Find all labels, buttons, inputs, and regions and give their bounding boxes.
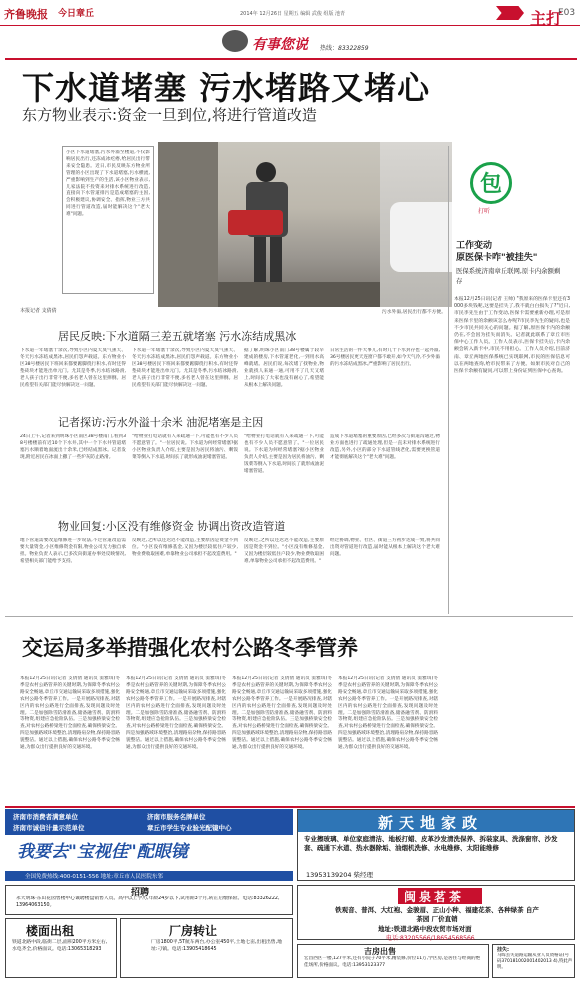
rent-text: 铁道北路中段,临街二层,面积200平方米左右,水电齐全,价格面议。电话:13065318293 — [12, 940, 108, 952]
sidebar-title-1: 工作变动 — [456, 241, 493, 251]
body-text: 下水道一年堵塞十余次,导致小区内夏天臭气熏天、冬天污水冻结成黑冰,居民们怨声载道。东方物业小区38号楼居民下班回来都要踮脚绕行积水,有时还得垫砖块才能进出单元门。尤其是冬季,污水结冰路滑,老人孩子出行非常不便,多名老人曾在这里摔倒。居民希望有关部门能尽快解决这一问题。 — [20, 348, 126, 388]
glasses-info: 全国免费热线:400-0151-556 地址:章丘市人民医院东邻 — [25, 874, 163, 880]
lost-title: 挂失: — [497, 947, 509, 953]
body-text: 经过协调,物业、社区、街道三方初步达成一致,将共同出资对管道进行改造,届时能从根本上解决这个老大难问题。 — [330, 538, 440, 557]
body-text: "给物业打电话就有人来疏通一下,可能也有不少人员不愿意管了。"一位居民说。下水道为何经常堵塞?据小区物业负责人介绍,主要是因为居民将油污、剩饭菜等倒入下水道,时间长了就形成油泥堵塞管道。 — [132, 434, 238, 460]
subheading-2: 记者探访:污水外溢十余米 油泥堵塞是主因 — [58, 416, 264, 429]
body-text: 地下管道需要改造维修进一步说法,不过管道改造需要大量资金,小区维修资金有限,物业公司无力独自承担。物业负责人表示,已多次向街道办事处反映情况,希望相关部门能给予支持。 — [20, 538, 126, 564]
recruit-text: 永大明珠·东山花园售楼中心诚聘楼盘销售人员。高中以上学历,年龄24岁以下,试用期3个月,转正后缴保险。电话:83326222, 13964063150。 — [16, 896, 280, 908]
header-meta — [240, 10, 345, 17]
lead-box — [62, 146, 154, 294]
divider — [5, 616, 573, 617]
photo-person-leg — [270, 237, 282, 285]
issue-date: 2014年 12月26日 — [240, 11, 283, 17]
divider — [5, 806, 575, 808]
house-title: 吉房出售 — [364, 947, 396, 956]
body-text: 造成下水道堵塞的重要原因,已经多次与街道沟通过,物业方面也进行了疏通处理,但是一直未对排水系统进行改造,另外,小区的部分下水道管线老化,需要更换管道才能彻底解决这个"老大难"问题。 — [330, 434, 440, 460]
hotline: 热线：83322859 — [320, 45, 369, 52]
body-text: 据了解,明珠小区南门38号楼属于较早建成的楼房,下水管道老化,一到用水高峰就堵。居民们说,每次堵了找物业,物业就找人来通一通,可用不了几天又堵上,时间长了大家也没有耐心了,希望能从根本上解决问题。 — [244, 348, 324, 388]
story2-body: 本报12月25日讯(记者 支倩倩 通讯员 窦雅琪)冬季是农村公路管养的关键时期,为保障冬季农村公路安全畅通,章丘市交通运输局采取多项措施,强化农村公路冬季管养工作。一是开展路况排查,对辖区内的农村公路进行全面排查,发现问题及时处理。二是加强除雪防滑准备,储备融雪剂、防滑料等物资,组建应急抢险队伍。三是加强桥梁安全检查,对农村公路桥梁进行全面检查,确保桥梁安全。四是加强路域环境整治,清理路肩杂物,保持路容路貌整洁。通过以上措施,确保农村公路冬季安全畅通,为群众出行提供良好的交通环境。 — [126, 676, 226, 751]
body-text: 反映过,之所以还迟迟不能改造,主要原因是资金不到位。"小区没有维修基金,又因为楼层较低住户较少,物业费收取困难,单靠物业公司承担不起改造费用。" — [132, 538, 238, 557]
bao-badge: 包 — [470, 162, 512, 204]
tea-text: 铁观音、普洱、大红袍、金骏眉、正山小种、福建花茶、各种绿茶 自产茶园 厂价直销 — [335, 906, 539, 923]
story2-body: 本报12月25日讯(记者 支倩倩 通讯员 窦雅琪)冬季是农村公路管养的关键时期,为保障冬季农村公路安全畅通,章丘市交通运输局采取多项措施,强化农村公路冬季管养工作。一是开展路况排查,对辖区内的农村公路进行全面排查,发现问题及时处理。二是加强除雪防滑准备,储备融雪剂、防滑料等物资,组建应急抢险队伍。三是加强桥梁安全检查,对农村公路桥梁进行全面检查,确保桥梁安全。四是加强路域环境整治,清理路肩杂物,保持路容路貌整洁。通过以上措施,确保农村公路冬季安全畅通,为群众出行提供良好的交通环境。 — [20, 676, 120, 751]
sidebar-title-2: 原医保卡咋"被挂失" — [456, 253, 538, 263]
column-title: 有事您说 — [252, 37, 308, 53]
photo-person-head — [256, 162, 276, 182]
photo-caption: 污水外溢,居民出行都不方便。 — [382, 310, 446, 315]
weekday: 星期五 — [283, 11, 299, 17]
section-title: 主打 — [530, 9, 563, 28]
story2-body: 本报12月25日讯(记者 支倩倩 通讯员 窦雅琪)冬季是农村公路管养的关键时期,为保障冬季农村公路安全畅通,章丘市交通运输局采取多项措施,强化农村公路冬季管养工作。一是开展路况排查,对辖区内的农村公路进行全面排查,发现问题及时处理。二是加强除雪防滑准备,储备融雪剂、防滑料等物资,组建应急抢险队伍。三是加强桥梁安全检查,对农村公路桥梁进行全面检查,确保桥梁安全。四是加强路域环境整治,清理路肩杂物,保持路容路貌整洁。通过以上措施,确保农村公路冬季安全畅通,为群众出行提供良好的交通环境。 — [232, 676, 332, 751]
bao-subtitle: 打听 — [478, 208, 491, 215]
xintiandi-phone: 13953139204 柴经理 — [306, 871, 374, 879]
lost-text: 马晖丢失道路运输从业人员资格证(号码370181002001402013 4),特此声明。 — [497, 953, 573, 970]
editor-credit: 编辑 武俊 — [300, 11, 322, 17]
photo-wall — [158, 142, 218, 307]
news-photo — [158, 142, 380, 307]
glasses-ad: 济南市消费者满意单位 济南市服务名牌单位 济南市诚信计量示范单位 章丘市学生专业验光配镜中心 我要去"宝视佳"配眼镜 全国免费热线:400-0151-556 地址:章丘市人民医院东邻 — [5, 809, 293, 881]
divider — [5, 58, 577, 60]
lead-text: 小区下水道堵塞,污水外溢至楼道,不仅影响居民出行,还冻成冰疙瘩,给居民出行带来安全隐患。近日,市民反映东方物业所管理的小区出现了下水道堵塞,污水横流,严重影响到生产的生活,该小区物业表示,儿家法院不投资来对排水系统进行改造,直接向下水管道排污是造成堵塞的主因,会积极建议,协调安全、指挥,物业三方共同进行管道改造,届时能解决这个"老大难"问题。 — [66, 150, 150, 218]
recruit-ad — [5, 885, 293, 915]
newspaper-logo: 齐鲁晚报 — [4, 8, 48, 21]
column-rule — [448, 146, 449, 614]
factory-title: 厂房转让 — [169, 924, 218, 938]
story2-headline: 交运局多举措强化农村公路冬季管养 — [22, 636, 358, 660]
rent-title: 楼面出租 — [26, 924, 75, 938]
photo-person-leg — [254, 237, 266, 285]
sidebar-deck: 医保系统济南章丘联网,原卡内余额剩存 — [456, 267, 561, 285]
photo-ground — [218, 282, 380, 307]
xintiandi-ad — [297, 809, 575, 881]
byline: 本报记者 支倩倩 — [20, 308, 57, 314]
tea-phone: 电话:83205566/18654568566 — [386, 935, 475, 942]
page-number: E03 — [558, 8, 576, 18]
tea-title: 闽泉茗茶 — [404, 890, 465, 904]
main-subhead: 东方物业表示:资金一旦到位,将进行管道改造 — [22, 106, 317, 124]
body-text: 24日上午,记者来到明珠小区南区38号楼南门,看到38号楼楼前有近10个下水井,其中一个下水井管道堵塞污水顺着地面流出十余米,已经结成黑冰。记者发现,附近居民在冰面上撒了一些炉灰防止路滑。 — [20, 434, 126, 460]
body-text: 下水道一年堵塞十余次,导致小区内夏天臭气熏天、冬天污水冻结成黑冰,居民们怨声载道。东方物业小区38号楼居民下班回来都要踮脚绕行积水,有时还得垫砖块才能进出单元门。尤其是冬季,污水结冰路滑,老人孩子出行非常不便,多名老人曾在这里摔倒。居民希望有关部门能尽快解决这一问题。 — [132, 348, 238, 388]
subheading-1: 居民反映:下水道隔三差五就堵塞 污水冻结成黑冰 — [58, 330, 297, 343]
subheading-3: 物业回复:小区没有维修资金 协调出资改造管道 — [58, 520, 286, 533]
story2-body: 本报12月25日讯(记者 支倩倩 通讯员 窦雅琪)冬季是农村公路管养的关键时期,为保障冬季农村公路安全畅通,章丘市交通运输局采取多项措施,强化农村公路冬季管养工作。一是开展路况排查,对辖区内的农村公路进行全面排查,发现问题及时处理。二是加强除雪防滑准备,储备融雪剂、防滑料等物资,组建应急抢险队伍。三是加强桥梁安全检查,对农村公路桥梁进行全面检查,确保桥梁安全。四是加强路域环境整治,清理路肩杂物,保持路容路貌整洁。通过以上措施,确保农村公路冬季安全畅通,为群众出行提供良好的交通环境。 — [338, 676, 438, 751]
recruit-title: 招聘 — [131, 888, 150, 898]
body-text: "给物业打电话就有人来疏通一下,可能也有不少人员不愿意管了。"一位居民说。下水道为何经常堵塞?据小区物业负责人介绍,主要是因为居民将油污、剩饭菜等倒入下水道,时间长了就形成油泥堵塞管道。 — [244, 434, 324, 474]
main-headline: 下水道堵塞 污水堵路又堵心 — [22, 69, 431, 107]
xintiandi-title: 新天地家政 — [378, 814, 484, 832]
body-text: 日常生活的一件大事儿,有时几十下水封存也一起外溢,36号楼居民更天连窗户都不敢开,如今天气冷,不少外溢的污水冻结成黑冰,严重影响了居民出行。 — [330, 348, 440, 367]
factory-ad — [120, 918, 293, 978]
house-text: 宏昌西区一楼,127平米,还有小院子70平米,精装修,价位11万,学区房,是居住与经商的绝佳场所,价格面议。电话:13953123377 — [304, 956, 481, 968]
rent-ad — [5, 918, 117, 978]
news-photo-right — [380, 142, 452, 307]
photo-red-pump — [228, 210, 283, 235]
designer-credit: 组版 池青 — [323, 11, 346, 17]
house-ad — [297, 944, 489, 978]
tea-address: 地址:铁道北路中段农贸市场对面 — [378, 925, 472, 933]
body-text: 反映过,之所以还迟迟不能改造,主要原因是资金不到位。"小区没有维修基金,又因为楼层较低住户较少,物业费收取困难,单靠物业公司承担不起改造费用。" — [244, 538, 324, 564]
photo-car — [390, 202, 452, 272]
tea-ad — [297, 885, 575, 940]
xintiandi-text: 专业擦玻璃、单位家庭清洁、地板打蜡、皮革沙发清洗保养、拆装家具、洗涤窗帘、沙发套、疏通下水道、热水器除垢、油烟机洗修、水电维修、太阳能维修 — [304, 835, 558, 852]
section-label: 今日章丘 — [58, 9, 95, 19]
mascot-icon — [222, 30, 248, 52]
lost-notice — [492, 944, 575, 978]
sidebar-body: 本报12月25日讯(记者 王帅) "我原来的医保卡里还有3000多块钱呢,这要是挂失了,我不就白白损失了?"近日,市民李先生由于工作变动,医保卡需要重新办理,可是原来医保卡里的余额该怎么办呢?市民李先生的疑问,也是不少市民共同关心的问题。据了解,原医保卡内的余额仍在,不会因为挂失而消失。记者就此联系了章丘市医保中心工作人员。工作人员表示,医保卡挂失后,卡内余额会转入新卡中,市民不用担心。工作人员介绍,目前济南、章丘两地医保系统已实现联网,市民的医保信息可以在两地查询,给市民带来了方便。如果市民对自己的医保卡余额有疑问,可以带上身份证到医保中心查询。 — [454, 297, 570, 375]
glasses-slogan: 我要去"宝视佳"配眼镜 — [17, 842, 188, 862]
factory-text: 厂房1800平,5T航车两台,办公室450平,土地七亩,出租出售,地址:刁镇。电话:13905418645 — [151, 940, 282, 952]
